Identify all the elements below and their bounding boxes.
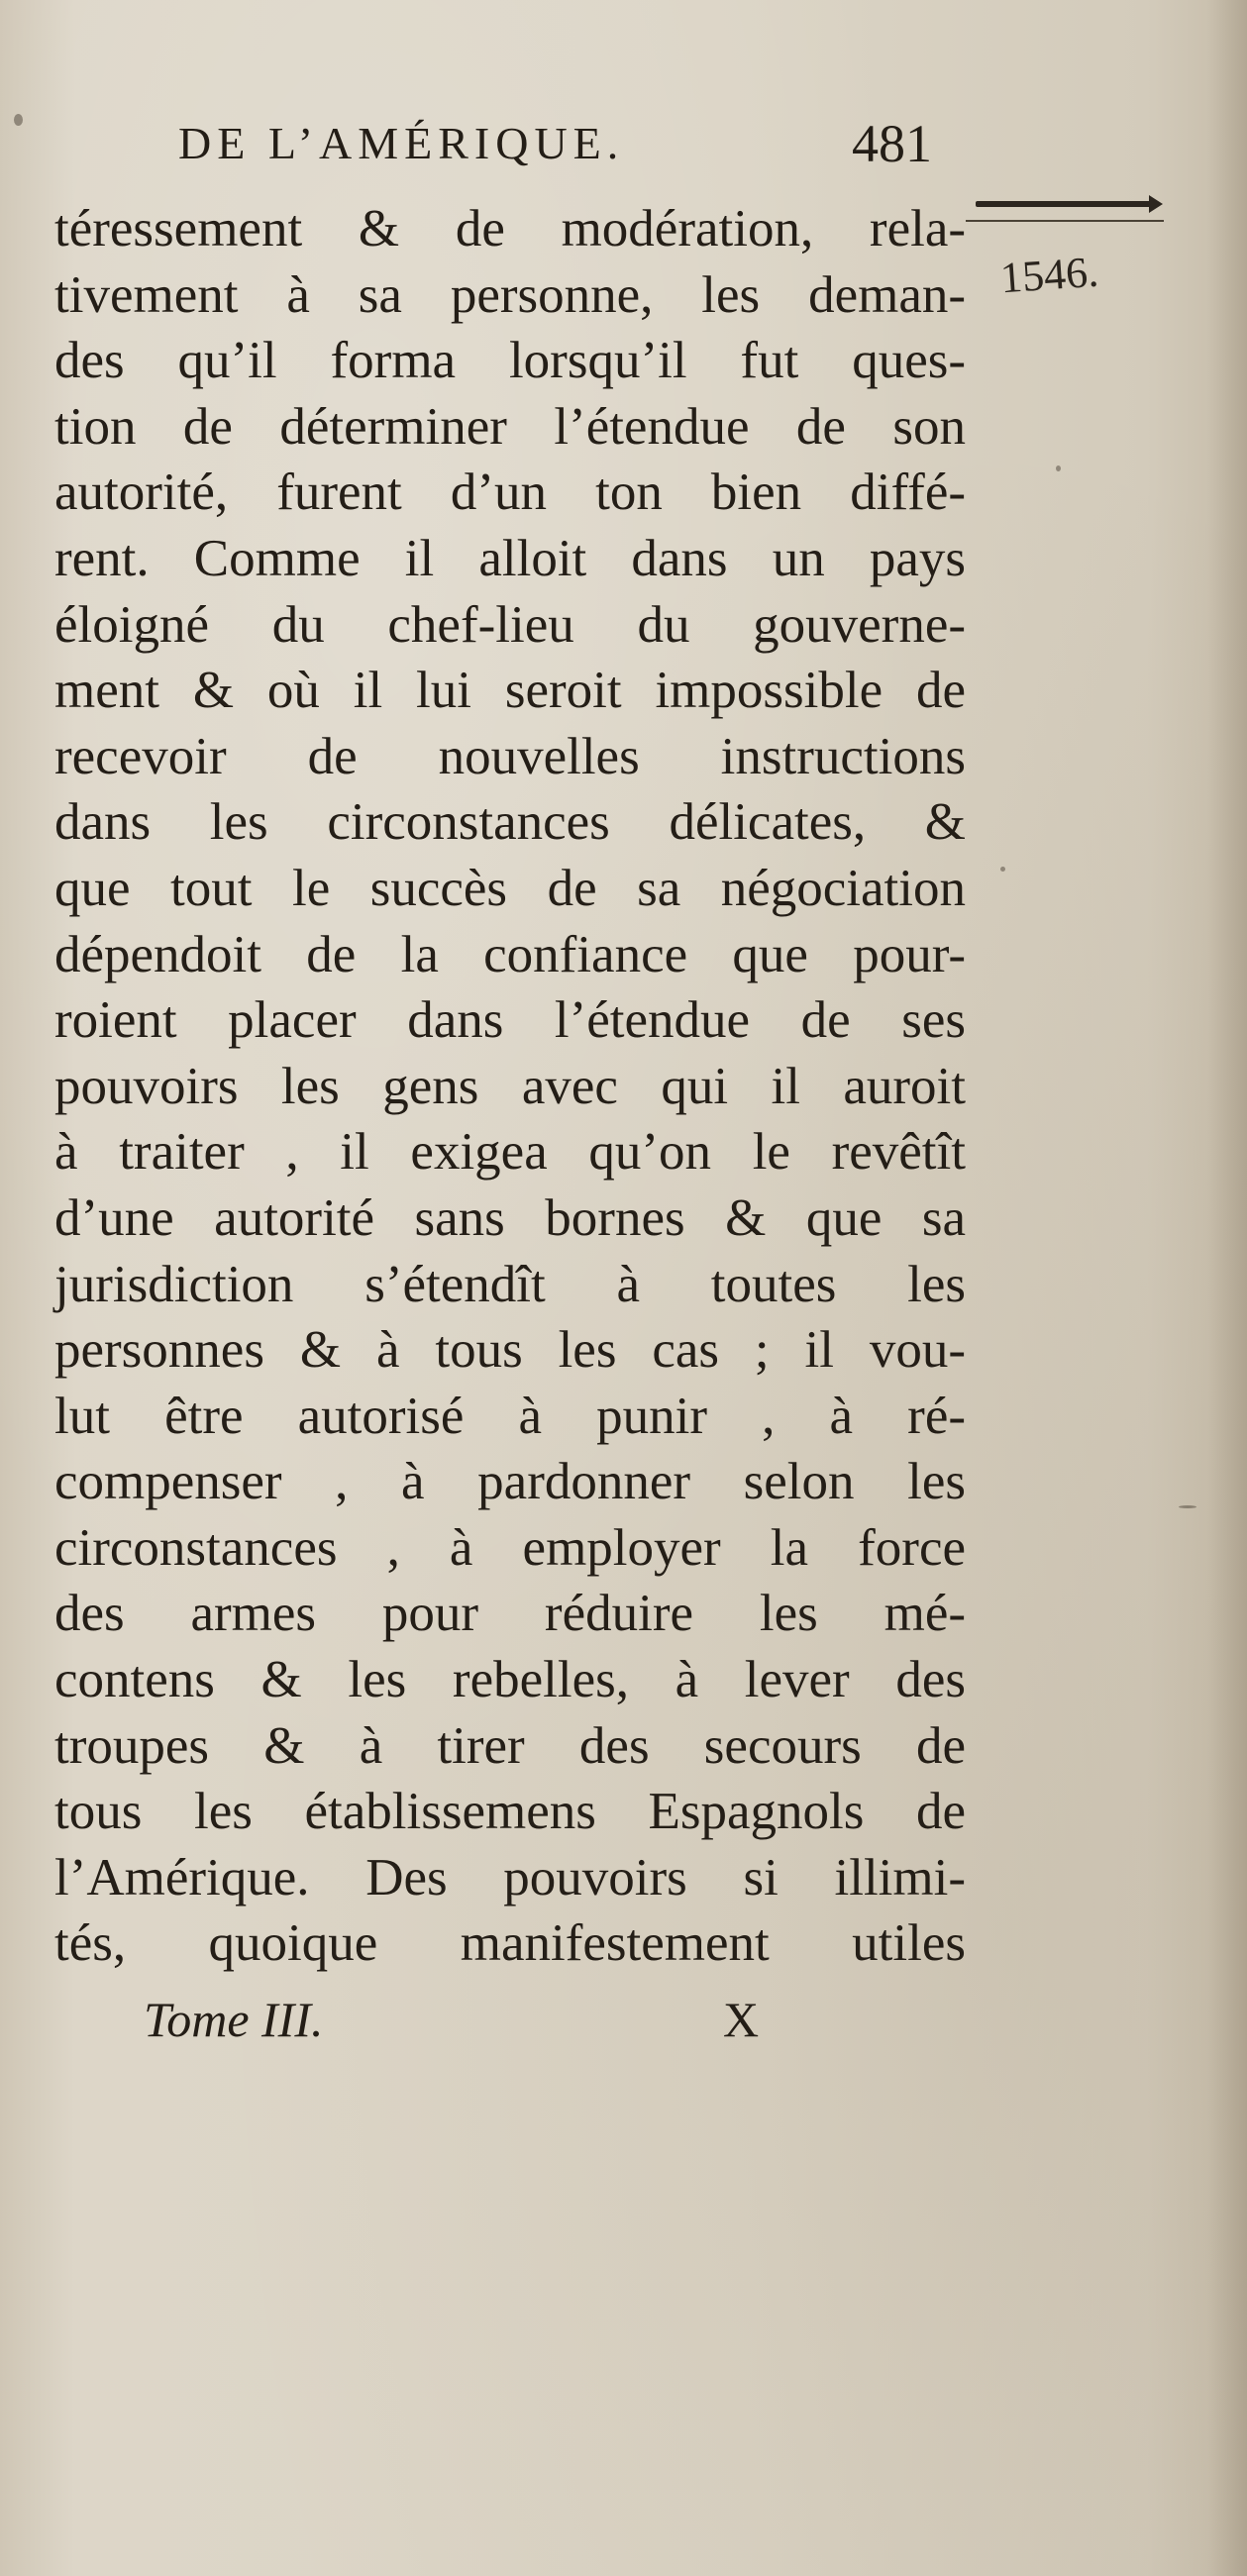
paper-speck — [1056, 465, 1061, 471]
text-line: circonstances , à employer la force — [54, 1518, 966, 1577]
text-line: roient placer dans l’étendue de ses — [54, 991, 966, 1050]
margin-rule-thin — [966, 220, 1164, 222]
text-line: tous les établissemens Espagnols de — [54, 1783, 966, 1841]
text-line: troupes & à tirer des secours de — [54, 1716, 966, 1775]
text-line: à traiter , il exigea qu’on le revêtît — [54, 1123, 966, 1182]
margin-rule — [976, 201, 1159, 207]
text-line: jurisdiction s’étendît à toutes les — [54, 1255, 966, 1313]
text-line: recevoir de nouvelles instructions — [54, 727, 966, 785]
text-line: rent. Comme il alloit dans un pays — [54, 529, 966, 587]
page-number: 481 — [852, 114, 932, 173]
text-line: personnes & à tous les cas ; il vou- — [54, 1321, 966, 1380]
page-edge-shadow — [1207, 0, 1247, 2576]
body-text — [54, 196, 966, 1977]
text-line: lut être autorisé à punir , à ré- — [54, 1387, 966, 1445]
text-line: éloigné du chef-lieu du gouverne- — [54, 595, 966, 654]
text-line: tés, quoique manifestement utiles — [54, 1914, 966, 1973]
text-line: l’Amérique. Des pouvoirs si illimi- — [54, 1848, 966, 1906]
text-line: téressement & de modération, rela- — [54, 200, 966, 258]
text-line: tivement à sa personne, les deman- — [54, 265, 966, 324]
text-line: ment & où il lui seroit impossible de — [54, 662, 966, 720]
text-line: contens & les rebelles, à lever des — [54, 1651, 966, 1709]
paper-speck — [1000, 867, 1005, 872]
text-line: des armes pour réduire les mé- — [54, 1585, 966, 1643]
text-line: tion de déterminer l’étendue de son — [54, 397, 966, 456]
text-line: des qu’il forma lorsqu’il fut ques- — [54, 332, 966, 390]
text-line: autorité, furent d’un ton bien diffé- — [54, 464, 966, 522]
text-line: d’une autorité sans bornes & que sa — [54, 1188, 966, 1247]
margin-year-note: 1546. — [998, 247, 1100, 303]
text-line: dans les circonstances délicates, & — [54, 793, 966, 852]
signature-mark: X — [723, 1992, 760, 2047]
volume-label: Tome III. — [144, 1992, 324, 2047]
text-line: pouvoirs les gens avec qui il auroit — [54, 1057, 966, 1115]
running-head — [178, 114, 971, 176]
page-footer — [144, 1991, 837, 2060]
text-line: compenser , à pardonner selon les — [54, 1453, 966, 1511]
paper-speck — [1179, 1505, 1196, 1508]
text-line: dépendoit de la confiance que pour- — [54, 925, 966, 983]
running-title: DE L’AMÉRIQUE. — [178, 118, 625, 168]
paper-speck — [14, 114, 23, 126]
text-line: que tout le succès de sa négociation — [54, 859, 966, 917]
